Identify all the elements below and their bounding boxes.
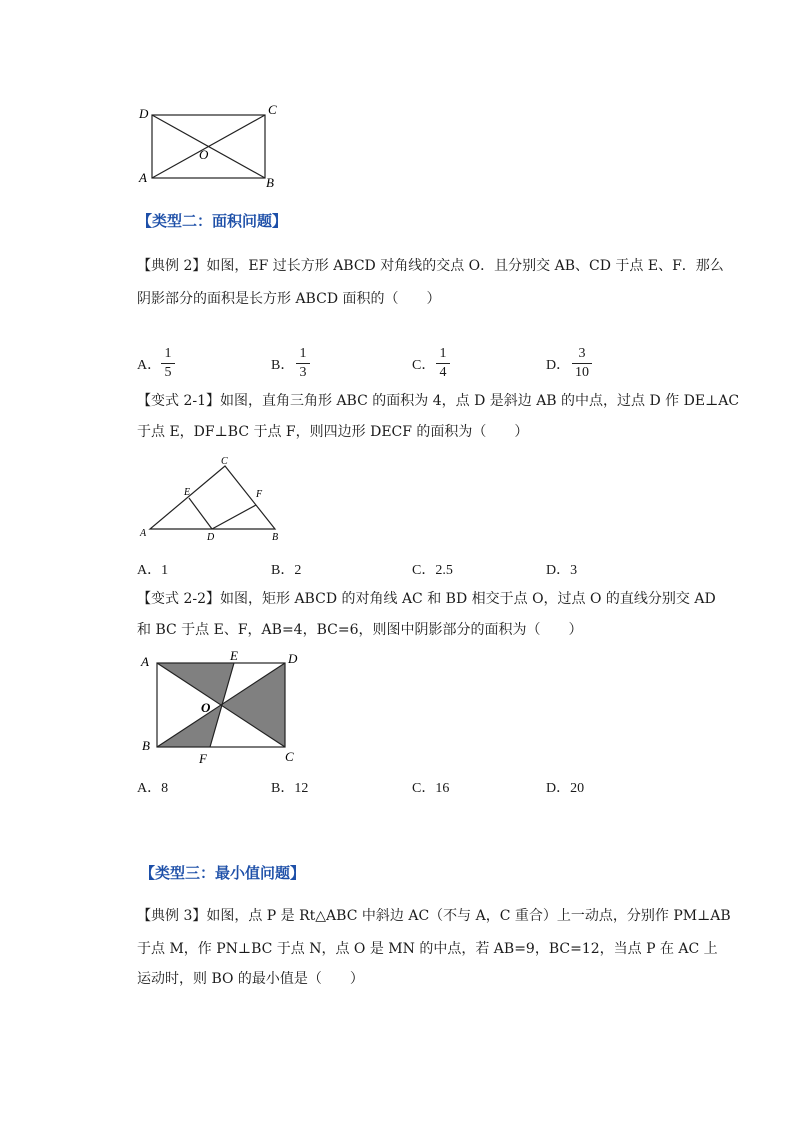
label-d: D [288, 651, 298, 666]
option-c: C．16 [412, 781, 450, 796]
option-c-fraction: 1 4 [436, 346, 450, 381]
label-a: A [140, 528, 147, 539]
option-d-label: D． [546, 358, 571, 373]
label-e: E [184, 487, 191, 498]
segment-df [212, 505, 256, 529]
label-o: O [199, 147, 209, 162]
option-d: D．3 [546, 563, 578, 578]
example-3-line-2: 于点 M，作 PN⊥BC 于点 N，点 O 是 MN 的中点，若 AB=9，BC=12，当点 P 在 AC 上 [137, 941, 718, 957]
option-a-label: A． [137, 358, 162, 373]
label-b: B [266, 175, 274, 190]
shaded-triangle-right [222, 663, 285, 747]
option-a: A．8 [137, 781, 169, 796]
label-e: E [230, 648, 238, 663]
example-3-line-1: 【典例 3】如图，点 P 是 Rt△ABC 中斜边 AC（不与 A，C 重合）上一动点，分别作 PM⊥AB [137, 908, 731, 924]
option-c-label: C． [412, 358, 436, 373]
label-a: A [141, 654, 149, 669]
label-c: C [285, 749, 294, 764]
option-c: C．2.5 [412, 563, 453, 578]
option-a: A．1 [137, 563, 169, 578]
variant-2-2-line-1: 【变式 2-2】如图，矩形 ABCD 的对角线 AC 和 BD 相交于点 O，过点 O 的直线分别交 AD [137, 591, 716, 607]
label-c: C [221, 456, 228, 467]
example-3-line-3: 运动时，则 BO 的最小值是（ ） [137, 971, 364, 987]
segment-de [189, 498, 212, 529]
label-d: D [139, 106, 149, 121]
variant-2-2-line-2: 和 BC 于点 E、F，AB=4，BC=6，则图中阴影部分的面积为（ ） [137, 622, 583, 638]
variant-2-1-line-1: 【变式 2-1】如图，直角三角形 ABC 的面积为 4，点 D 是斜边 AB 的中点，过点 D 作 DE⊥AC [137, 393, 740, 409]
label-o: O [201, 700, 211, 715]
option-b: B．2 [271, 563, 302, 578]
section-heading-area: 【类型二：面积问题】 [137, 212, 288, 230]
figure-rectangle-diagonals [130, 98, 290, 193]
option-b-label: B． [271, 358, 295, 373]
label-f: F [199, 751, 207, 766]
option-b-fraction: 1 3 [296, 346, 310, 381]
example-2-line-2: 阴影部分的面积是长方形 ABCD 面积的（ ） [137, 291, 441, 307]
section-heading-minimum: 【类型三：最小值问题】 [140, 864, 306, 882]
label-c: C [268, 102, 277, 117]
label-b: B [272, 532, 279, 543]
option-b: B．12 [271, 781, 309, 796]
figure-rectangle-shaded [135, 648, 310, 770]
option-d-fraction: 3 10 [572, 346, 592, 381]
label-d: D [207, 532, 215, 543]
shaded-triangle-top [157, 663, 234, 705]
example-2-line-1: 【典例 2】如图，EF 过长方形 ABCD 对角线的交点 O．且分别交 AB、CD 于点 E、F．那么 [137, 258, 724, 274]
variant-2-1-line-2: 于点 E，DF⊥BC 于点 F，则四边形 DECF 的面积为（ ） [137, 424, 529, 440]
label-b: B [142, 738, 150, 753]
label-f: F [256, 489, 263, 500]
label-a: A [139, 170, 147, 185]
option-d: D．20 [546, 781, 585, 796]
option-a-fraction: 1 5 [161, 346, 175, 381]
figure-right-triangle [130, 452, 290, 547]
